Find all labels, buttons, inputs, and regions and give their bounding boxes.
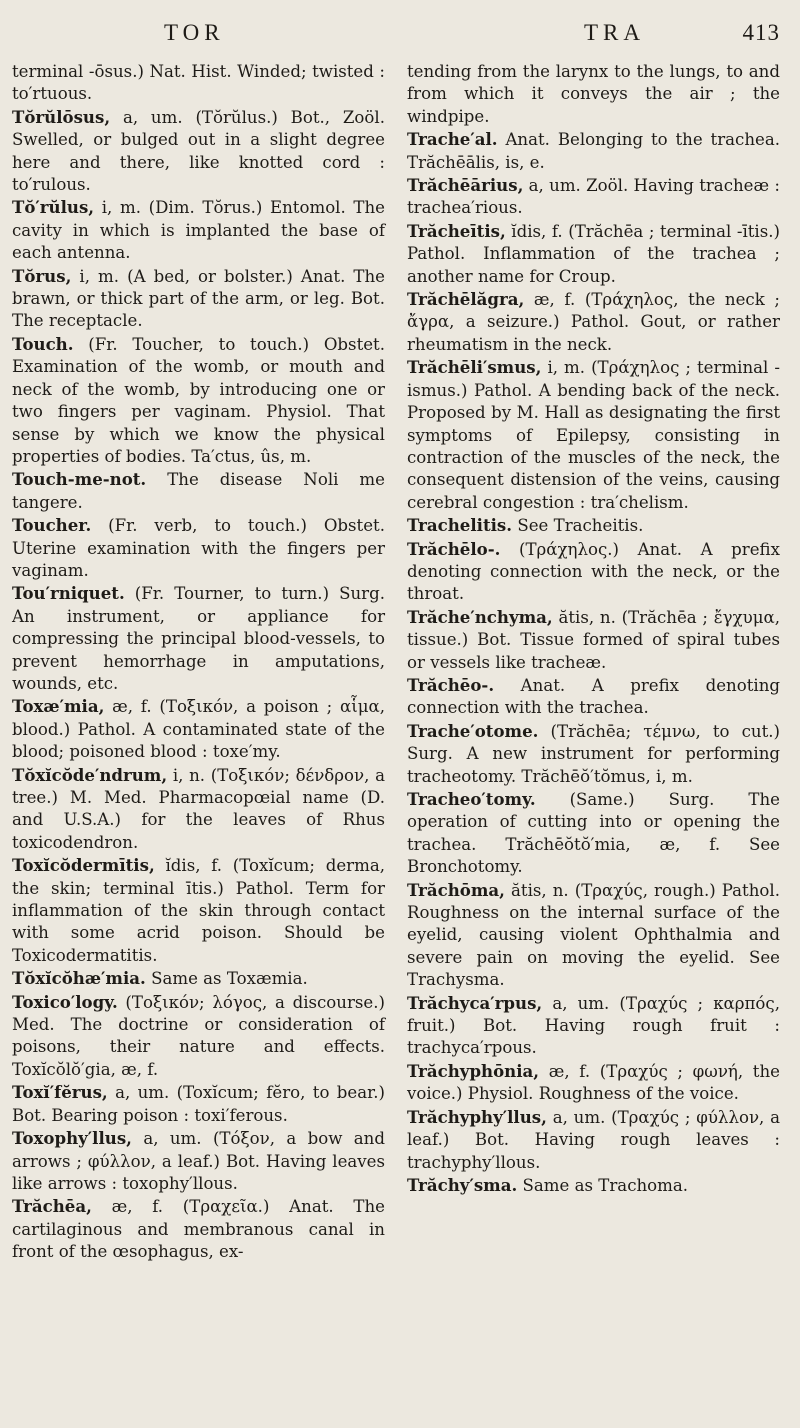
entry-text: i, m. (Τράχηλος ; terminal -ismus.) Pathol. A bending back of the neck. Proposed by M. Hall as designating the first symptoms of Epilepsy, consisting in contraction of the muscles of the neck, the consequent distension of the veins, causing cerebral congestion : tra′chelism. [407,358,780,512]
dictionary-entry [407,538,780,606]
entry-text: (Τράχηλος.) Anat. A prefix denoting connection with the neck, or the throat. [407,539,780,604]
dictionary-entry [407,356,780,514]
entry-text: æ, f. (Τοξικόν, a poison ; αἷμα, blood.) Pathol. A contaminated state of the blood; poisoned blood : toxe′my. [12,697,385,762]
left-column [12,60,385,1264]
dictionary-entry [12,991,385,1082]
entry-headword: Toxæ′mia, [12,696,105,717]
dictionary-entry [12,582,385,695]
dictionary-entry [407,992,780,1060]
entry-text: (Fr. Toucher, to touch.) Obstet. Examination of the womb, or mouth and neck of the womb, by introducing one or two fingers per vaginam. Physiol. That sense by which we know the physical properties of bodies. Ta′ctus, ûs, m. [12,334,385,466]
dictionary-entry [12,196,385,264]
entry-text: i, m. (A bed, or bolster.) Anat. The brawn, or thick part of the arm, or leg. Bot. The receptacle. [12,266,385,331]
dictionary-entry [12,764,385,855]
entry-text: a, um. (Τραχύς ; φύλλον, a leaf.) Bot. Having rough leaves : trachyphy′llous. [407,1107,780,1172]
dictionary-entry [407,60,780,128]
entry-headword: Trăchēlo-. [407,538,501,559]
entry-headword: Tŏ′rŭlus, [12,197,95,218]
page-number: 413 [742,20,780,45]
entry-headword: Trăchēlăgra, [407,289,525,310]
entry-headword: Trăchyca′rpus, [407,992,543,1013]
dictionary-entry [12,1081,385,1127]
dictionary-entry [12,265,385,333]
entry-text: See Tracheitis. [512,516,644,536]
entry-headword: Trăchēli′smus, [407,357,542,378]
entry-text: a, um. (Τόξον, a bow and arrows ; φύλλον, a leaf.) Bot. Having leaves like arrows : toxophy′llous. [12,1129,385,1193]
entry-text: i, m. (Dim. Tŏrus.) Entomol. The cavity in which is implanted the base of each antenna. [12,198,385,263]
dictionary-entry [12,514,385,582]
entry-text: (Fr. Tourner, to turn.) Surg. An instrument, or appliance for compressing the principal blood-vessels, to prevent hemorrhage in amputations, wounds, etc. [12,584,385,693]
dictionary-entry [407,1060,780,1106]
entry-headword: Toxophy′llus, [12,1128,132,1149]
dictionary-entry [407,220,780,288]
dictionary-entry [407,674,780,720]
entry-text: Anat. A prefix denoting connection with the trachea. [407,675,780,718]
dictionary-entry [12,695,385,763]
dictionary-entry [12,1127,385,1195]
entry-headword: Trăchy′sma. [407,1174,518,1195]
entry-headword: Trache′otome. [407,720,539,741]
entry-text: (Same.) Surg. The operation of cutting into or opening the trachea. Trăchēŏtŏ′mia, æ, f. See Bronchotomy. [407,790,780,877]
dictionary-entry [407,879,780,992]
dictionary-entry [12,468,385,514]
dictionary-entry [407,288,780,356]
entry-text: æ, f. (Τραχεῖα.) Anat. The cartilaginous and membranous canal in front of the œsophagus, ex- [12,1197,385,1262]
entry-headword: Tŏrus, [12,265,72,286]
entry-text: ĭdis, f. (Toxĭcum; derma, the skin; terminal ītis.) Pathol. Term for inflammation of the skin through contact with some acrid poison. Should be Toxicodermatitis. [12,856,385,965]
entry-text: tending from the larynx to the lungs, to and from which it conveys the air ; the windpipe. [407,62,780,126]
entry-text: terminal -ōsus.) Nat. Hist. Winded; twisted : to′rtuous. [12,62,385,104]
entry-headword: Tracheo′tomy. [407,789,536,809]
entry-text: Same as Toxæmia. [145,969,308,989]
dictionary-entry [407,788,780,879]
entry-headword: Tŏxĭcŏhæ′mia. [12,968,146,989]
right-column [407,60,780,1264]
entry-text: The disease Noli me tangere. [12,470,385,512]
entry-headword: Touch-me-not. [12,469,147,490]
entry-text: ătis, n. (Trăchēa ; ἔγχυμα, tissue.) Bot. Tissue formed of spiral tubes or vessels like tracheæ. [407,607,780,672]
running-header [12,0,780,60]
entry-text: (Fr. verb, to touch.) Obstet. Uterine examination with the fingers per vaginam. [12,516,385,580]
entry-text: a, um. (Toxĭcum; fĕro, to bear.) Bot. Bearing poison : toxi′ferous. [12,1083,385,1125]
entry-headword: Trăchēārius, [407,175,524,196]
entry-headword: Toxĭcŏdermītis, [12,855,155,876]
dictionary-entry [407,606,780,674]
dictionary-entry [12,106,385,197]
dictionary-entry [12,1195,385,1263]
entry-headword: Toxico′logy. [12,991,118,1012]
entry-headword: Touch. [12,333,74,354]
entry-headword: Tŏxĭcŏde′ndrum, [12,764,168,785]
entry-headword: Trăchyphōnia, [407,1060,540,1081]
entry-headword: Toucher. [12,515,92,536]
header-left: TOR [164,20,225,45]
entry-headword: Tou′rniquet. [12,583,125,604]
dictionary-entry [407,1174,780,1197]
dictionary-entry [12,854,385,967]
entry-headword: Trăcheītis, [407,220,506,241]
entry-headword: Trăchēo-. [407,674,495,695]
entry-headword: Toxĭ′fĕrus, [12,1082,108,1103]
entry-text: ĭdis, f. (Trăchēa ; terminal -ītis.) Pathol. Inflammation of the trachea ; another name for Croup. [407,221,780,286]
entry-text: æ, f. (Τράχηλος, the neck ; ἄγρα, a seizure.) Pathol. Gout, or rather rheumatism in the neck. [407,290,780,354]
entry-text: (Τοξικόν; λόγος, a discourse.) Med. The doctrine or consideration of poisons, their nature and effects. Toxĭcŏlŏ′gia, æ, f. [12,992,385,1079]
entry-headword: Trache′al. [407,129,498,150]
dictionary-entry [407,720,780,788]
entry-text: i, n. (Τοξικόν; δένδρον, a tree.) M. Med. Pharmacopœial name (D. and U.S.A.) for the leaves of Rhus toxicodendron. [12,765,385,852]
entry-headword: Trăchēa, [12,1196,92,1217]
entry-text: æ, f. (Τραχύς ; φωνή, the voice.) Physiol. Roughness of the voice. [407,1061,780,1104]
dictionary-entry [12,60,385,106]
entry-headword: Trăchyphy′llus, [407,1106,547,1127]
entry-text: (Trăchēa; τέμνω, to cut.) Surg. A new instrument for performing tracheotomy. Trăchēŏ′tŏmus, i, m. [407,721,780,786]
entry-text: a, um. (Τραχύς ; καρπός, fruit.) Bot. Having rough fruit : trachyca′rpous. [407,993,780,1058]
dictionary-entry [12,967,385,990]
dictionary-entry [407,128,780,174]
entry-headword: Trăchōma, [407,879,505,900]
entry-text: a, um. Zoöl. Having tracheæ : trachea′rious. [407,176,780,218]
dictionary-entry [12,333,385,468]
entry-text: ătis, n. (Τραχύς, rough.) Pathol. Roughness on the internal surface of the eyelid, causing violent Ophthalmia and severe pain on moving the eyelid. See Trachysma. [407,880,780,990]
entry-text: a, um. (Tŏrŭlus.) Bot., Zoöl. Swelled, or bulged out in a slight degree here and there, like knotted cord : to′rulous. [12,107,385,195]
entry-text: Same as Trachoma. [517,1175,689,1195]
entry-headword: Trăche′nchyma, [407,606,553,627]
entry-text: Anat. Belonging to the trachea. Trăchēālis, is, e. [407,130,780,172]
dictionary-entry [407,514,780,537]
dictionary-entry [407,174,780,220]
entry-headword: Tŏrŭlōsus, [12,106,111,127]
dictionary-entry [407,1106,780,1174]
header-right: TRA [584,20,645,45]
entry-headword: Trachelitis. [407,515,513,536]
